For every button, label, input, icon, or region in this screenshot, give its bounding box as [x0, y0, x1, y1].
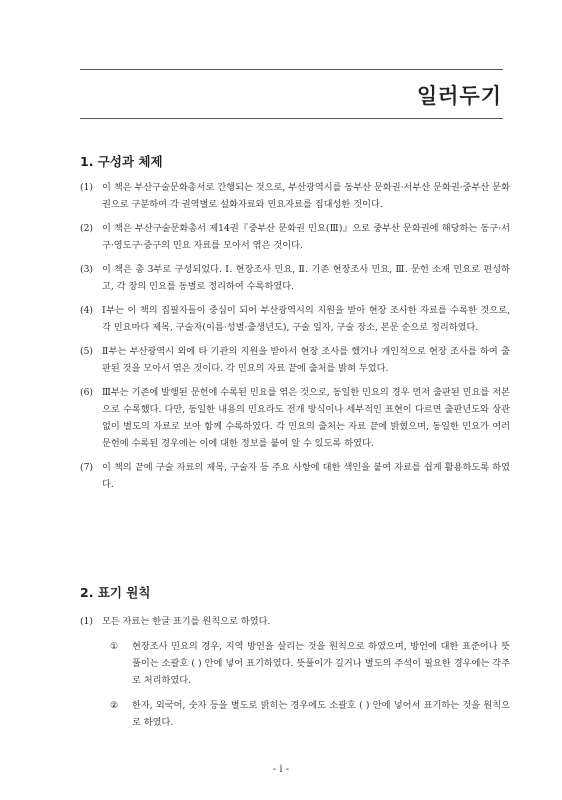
- item-text: 이 책의 끝에 구술 자료의 제목, 구술자 등 주요 사항에 대한 색인을 붙여 자료를 쉽게 활용하도록 하였다.: [102, 462, 510, 490]
- page-title: 일러두기: [416, 84, 502, 108]
- item-number: (1): [80, 616, 94, 627]
- item-number: (2): [80, 223, 94, 234]
- sub-item-text: 한자, 외국어, 숫자 등을 별도로 밝히는 경우에도 소괄호 ( ) 안에 넣어서 표기하는 것을 원칙으로 하였다.: [132, 700, 510, 728]
- item-number: (6): [80, 387, 94, 398]
- item-number: (7): [80, 462, 94, 473]
- title-underline-rule: [80, 118, 503, 119]
- section-heading-structure: 1. 구성과 체제: [80, 154, 163, 169]
- list-item: [80, 613, 510, 731]
- item-text: 모든 자료는 한글 표기를 원칙으로 하였다.: [102, 616, 271, 627]
- item-text: Ⅱ부는 부산광역시 외에 타 기관의 지원을 받아서 현장 조사를 했거나 개인적으로 현장 조사를 하여 출판된 것을 모아서 엮은 것이다. 각 민요의 자료 끝에 출처를 밝혀 두었다.: [102, 346, 510, 374]
- sub-list-item: [102, 638, 510, 689]
- item-number: (4): [80, 305, 94, 316]
- page-number: - i -: [272, 764, 290, 775]
- list-item: [80, 220, 510, 254]
- item-text: Ⅰ부는 이 책의 집필자들이 중심이 되어 부산광역시의 지원을 받아 현장 조사한 자료를 수록한 것으로, 각 민요마다 제목, 구술자(이름·성별·출생년도), 구술 일자, 구술 장소, 본문 순으로 정리하였다.: [102, 305, 510, 333]
- item-text: Ⅲ부는 기존에 발행된 문헌에 수록된 민요를 엮은 것으로, 동일한 민요의 경우 먼저 출판된 민요를 저본으로 수록했다. 다만, 동일한 내용의 민요라도 전개 방식이나 세부적인 표현이 다르면 출판년도와 상관없이 별도의 자료로 보아 함께 수록하였다. 각 민요의 출처는 자료 끝에 밝혔으며, 동일한 민요가 여러 문헌에 수록된 경우에는 이에 대한 정보를 붙여 알 수 있도록 하였다.: [102, 387, 510, 449]
- item-text: 이 책은 총 3부로 구성되었다. Ⅰ. 현장조사 민요, Ⅱ. 기존 현장조사 민요, Ⅲ. 문헌 소재 민요로 편성하고, 각 장의 민요를 동별로 정리하여 수록하였다.: [102, 264, 510, 292]
- item-number: (3): [80, 264, 94, 275]
- sub-list-item: [102, 697, 510, 731]
- list-item: [80, 459, 510, 493]
- sub-item-number: ①: [110, 641, 119, 652]
- top-rule: [80, 69, 503, 70]
- sub-item-list: [102, 638, 510, 731]
- list-item: [80, 343, 510, 377]
- list-item: [80, 302, 510, 336]
- item-text: 이 책은 부산구술문화총서로 간행되는 것으로, 부산광역시를 동부산 문화권·서부산 문화권·중부산 문화권으로 구분하여 각 권역별로 설화자료와 민요자료를 집대성한 것이다.: [102, 182, 510, 210]
- structure-item-list: [80, 179, 510, 500]
- item-number: (1): [80, 182, 94, 193]
- list-item: [80, 384, 510, 452]
- sub-item-number: ②: [110, 700, 119, 711]
- item-number: (5): [80, 346, 94, 357]
- list-item: [80, 179, 510, 213]
- sub-item-text: 현장조사 민요의 경우, 지역 방언을 살리는 것을 원칙으로 하였으며, 방언에 대한 표준어나 뜻풀이는 소괄호 ( ) 안에 넣어 표기하였다. 뜻풀이가 길거나 별도의 주석이 필요한 경우에는 각주로 처리하였다.: [132, 641, 510, 686]
- section-heading-notation: 2. 표기 원칙: [80, 585, 151, 600]
- notation-item-list: [80, 613, 510, 739]
- item-text: 이 책은 부산구술문화총서 제14권『중부산 문화권 민요(Ⅲ)』으로 중부산 문화권에 해당하는 동구·서구·영도구·중구의 민요 자료를 모아서 엮은 것이다.: [102, 223, 510, 251]
- list-item: [80, 261, 510, 295]
